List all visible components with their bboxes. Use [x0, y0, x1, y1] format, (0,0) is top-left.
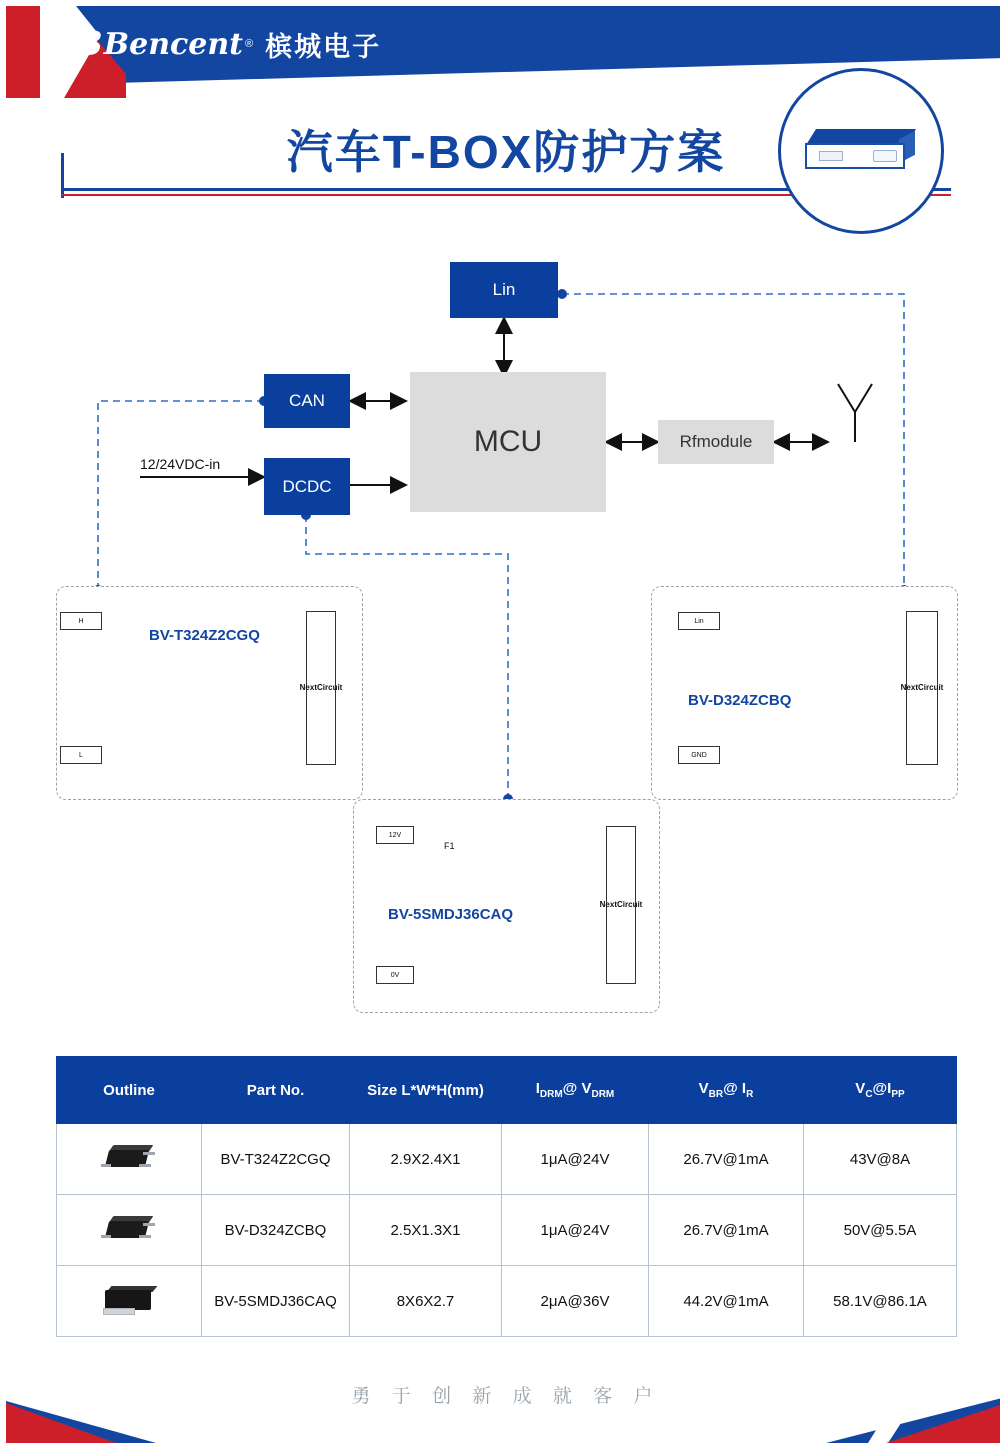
pin-12v-label: 12V: [376, 826, 414, 844]
th-vbr-v: V: [698, 1080, 709, 1097]
th-outline: Outline: [57, 1057, 202, 1124]
next-circuit-line2: Circuit: [918, 683, 944, 693]
cell-vc: 43V@8A: [804, 1124, 957, 1195]
th-idrm-i: I: [535, 1080, 540, 1097]
product-photo-circle: [778, 68, 944, 234]
pin-lin-label: Lin: [678, 612, 720, 630]
next-circuit-line1: Next: [900, 683, 918, 693]
input-voltage-label: 12/24VDC-in: [140, 456, 221, 472]
block-rfmodule[interactable]: Rfmodule: [658, 420, 774, 464]
pin-l-label: L: [60, 746, 102, 764]
logo-mark-icon: B: [74, 24, 101, 64]
th-vc-sub1: C: [865, 1089, 873, 1100]
cell-outline: [57, 1266, 202, 1337]
cell-idrm: 1μA@24V: [502, 1124, 649, 1195]
th-vbr-sub2: R: [746, 1089, 754, 1100]
th-vc-at: @I: [872, 1080, 892, 1097]
next-circuit-line1: Next: [299, 683, 317, 693]
page-footer: [6, 1367, 1000, 1443]
table-row: [57, 1124, 957, 1195]
next-circuit-line2: Circuit: [317, 683, 343, 693]
sot23-package-icon: [97, 1142, 161, 1176]
title-left-rule: [61, 153, 64, 198]
cell-vbr: 44.2V@1mA: [649, 1266, 804, 1337]
next-circuit-line1: Next: [599, 900, 617, 910]
cell-part-no: BV-5SMDJ36CAQ: [202, 1266, 350, 1337]
smd-package-icon: [97, 1284, 161, 1318]
block-diagram: [6, 224, 1000, 1024]
tbox-device-icon: [805, 129, 911, 169]
part-label-bv-d324zcbq: BV-D324ZCBQ: [688, 692, 792, 709]
part-label-bv-5smdj36caq: BV-5SMDJ36CAQ: [388, 906, 514, 923]
table-row: [57, 1266, 957, 1337]
th-part-no: Part No.: [202, 1057, 350, 1124]
cell-vbr: 26.7V@1mA: [649, 1124, 804, 1195]
block-can[interactable]: CAN: [264, 374, 350, 428]
pin-0v-label: 0V: [376, 966, 414, 984]
th-vbr-at: @ I: [723, 1080, 747, 1097]
table-row: [57, 1195, 957, 1266]
th-vbr: [649, 1057, 804, 1124]
th-idrm: [502, 1057, 649, 1124]
brand-logo: [74, 24, 381, 64]
next-circuit-block-3: [599, 826, 643, 984]
footer-red-left: [6, 1403, 116, 1443]
th-vbr-sub1: BR: [708, 1089, 724, 1100]
th-vc: [804, 1057, 957, 1124]
cell-part-no: BV-D324ZCBQ: [202, 1195, 350, 1266]
next-circuit-block-1: [299, 611, 343, 765]
cell-part-no: BV-T324Z2CGQ: [202, 1124, 350, 1195]
cell-idrm: 2μA@36V: [502, 1266, 649, 1337]
fuse-label-f1: F1: [444, 841, 455, 851]
th-vc-sub2: PP: [891, 1089, 905, 1100]
th-idrm-at: @ V: [562, 1080, 592, 1097]
pin-h-label: H: [60, 612, 102, 630]
cell-size: 2.5X1.3X1: [350, 1195, 502, 1266]
title-band: [6, 98, 1000, 218]
block-mcu[interactable]: MCU: [410, 372, 606, 512]
th-size: Size L*W*H(mm): [350, 1057, 502, 1124]
cell-vc: 58.1V@86.1A: [804, 1266, 957, 1337]
cell-outline: [57, 1195, 202, 1266]
next-circuit-line2: Circuit: [617, 900, 643, 910]
cell-outline: [57, 1124, 202, 1195]
registered-trademark-icon: ®: [245, 38, 254, 50]
next-circuit-block-2: [900, 611, 944, 765]
sot23-package-icon: [97, 1213, 161, 1247]
table-header-row: [57, 1057, 957, 1124]
cell-vc: 50V@5.5A: [804, 1195, 957, 1266]
block-lin[interactable]: Lin: [450, 262, 558, 318]
block-dcdc[interactable]: DCDC: [264, 458, 350, 515]
th-idrm-sub1: DRM: [539, 1089, 563, 1100]
page-title: 汽车T-BOX防护方案: [286, 126, 726, 178]
parameters-table: [56, 1056, 957, 1337]
footer-slogan: 勇 于 创 新 成 就 客 户: [351, 1386, 661, 1407]
cell-idrm: 1μA@24V: [502, 1195, 649, 1266]
cell-size: 2.9X2.4X1: [350, 1124, 502, 1195]
pin-gnd-label: GND: [678, 746, 720, 764]
logo-english-name: Bencent: [103, 26, 244, 62]
th-vc-v: V: [855, 1080, 866, 1097]
cell-vbr: 26.7V@1mA: [649, 1195, 804, 1266]
parameters-table-wrap: [56, 1056, 956, 1337]
logo-chinese-name: 槟城电子: [265, 31, 382, 62]
cell-size: 8X6X2.7: [350, 1266, 502, 1337]
th-idrm-sub2: DRM: [591, 1089, 615, 1100]
part-label-bv-t324z2cgq: BV-T324Z2CGQ: [149, 627, 260, 644]
